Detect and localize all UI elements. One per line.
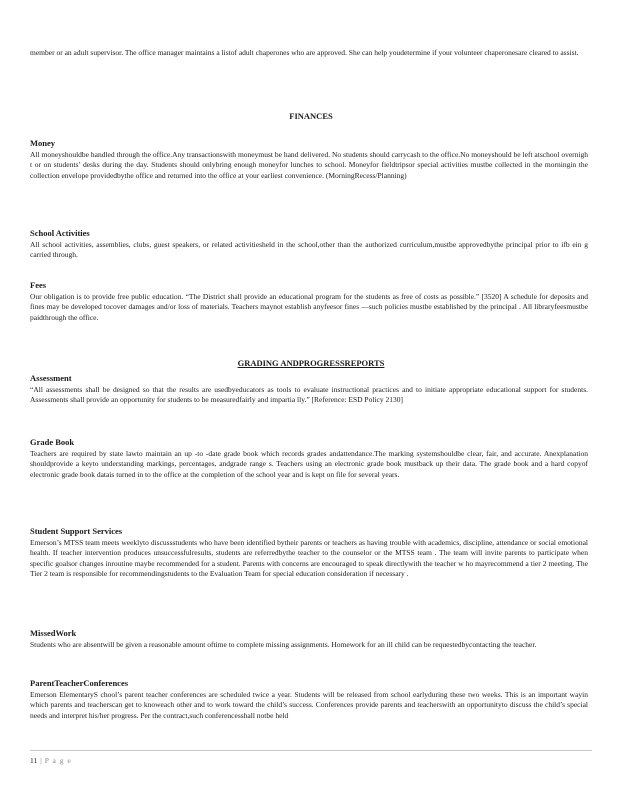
document-page — [30, 0, 592, 800]
fees-body: Our obligation is to provide free public education. “The District shall provide an educational program for the students as free of costs as possible.” [3520] A schedule for deposits and fines may be developed tocover damages and/or loss of materials. Teachers maynot establish anyfeesor fines —such policies mustbe established by the principal . All libraryfeesmustbe paidthrough the office. — [30, 292, 588, 322]
fees-heading: Fees — [30, 280, 47, 290]
missed-work-section — [30, 628, 588, 650]
school-activities-body: All school activities, assemblies, clubs, guest speakers, or related activitiesheld in the school,other than the authorized curriculum,mustbe approvedbythe principal prior to ifb ein g carried through. — [30, 240, 588, 260]
missed-work-body: Students who are absentwill be given a reasonable amount oftime to complete missing assignments. Homework for an ill child can be requestedbycontacting the teacher. — [30, 640, 537, 649]
conferences-section — [30, 678, 588, 721]
page-footer — [30, 756, 72, 765]
student-support-section — [30, 526, 588, 580]
page-number: 11 — [30, 756, 38, 765]
page-label: P a g e — [44, 756, 72, 765]
conferences-heading: ParentTeacherConferences — [30, 678, 129, 688]
grade-book-heading: Grade Book — [30, 437, 75, 447]
footer-divider — [30, 750, 592, 751]
school-activities-section — [30, 228, 588, 261]
student-support-heading: Student Support Services — [30, 526, 123, 536]
grading-title: GRADING ANDPROGRESSREPORTS — [237, 358, 385, 368]
money-section — [30, 138, 588, 181]
missed-work-heading: MissedWork — [30, 628, 77, 638]
school-activities-heading: School Activities — [30, 228, 90, 238]
fees-section — [30, 280, 588, 323]
grade-book-section — [30, 437, 588, 480]
conferences-body: Emerson ElementaryS chool’s parent teacher conferences are scheduled twice a year. Students will be released from school earlyduring these two weeks. This is an important wayin which parents and teacherscan get to knoweach other and to work toward the child’s success. Conferences provide parents and teacherswith an opportunityto discuss the child’s special needs and interpret his/her progress. Per the contract,such conferencesshall notbe held — [30, 690, 588, 720]
assessment-body: “All assessments shall be designed so that the results are usedbyeducators as tools to evaluate instructional practices and to initiate appropriate educational support for students. Assessments shall provide an opportunity for students to be measuredfairly and impartia lly.” [Reference: ESD Policy 2130] — [30, 385, 588, 405]
grade-book-body: Teachers are required by state lawto maintain an up -to -date grade book which records grades andattendance.The marking systemshouldbe clear, fair, and accurate. Anexplanation shouldprovide a keyto understanding markings, percentages, andgrade range s. Teachers using an electronic grade book mustback up their data. The grade book and a hard copyof electronic grade book datais turned in to the office at the completion of the school year and is kept on file for several years. — [30, 449, 588, 479]
footer-separator: | — [40, 756, 42, 765]
student-support-body: Emerson’s MTSS team meets weeklyto discussstudents who have been identified bytheir parents or teachers as having trouble with academics, discipline, attendance or social emotional health. If teacher intervention produces unsuccessfulresults, students are referredbythe teacher to the counselor or the MTSS team . The team will invite parents to participate when specific goalsor changes inroutine maybe recommended for a student. Parents with concerns are encouraged to speak directlywith the teacher w ho mayrecommend a tier 2 meeting. The Tier 2 team is responsible for recommendingstudents to the Evaluation Team for special education consideration if necessary . — [30, 538, 588, 579]
assessment-heading: Assessment — [30, 373, 72, 383]
money-heading: Money — [30, 138, 56, 148]
finances-title: FINANCES — [289, 111, 333, 121]
intro-paragraph: member or an adult supervisor. The office manager maintains a listof adult chaperones who are approved. She can help youdetermine if your volunteer chaperonesare cleared to assist. — [30, 48, 579, 57]
money-body: All moneyshouldbe handled through the office.Any transactionswith moneymust be hand delivered. No students should carrycash to the office.No moneyshould be left atschool overnigh t or on students’ desks during the day. Students should onlybring enough moneyfor lunches to school. Moneyfor fieldtripsor special activities mustbe collected in the morningin the collection envelope providedbythe office and returned into the office at your earliest convenience. (MorningRecess/Planning) — [30, 150, 588, 180]
assessment-section — [30, 373, 588, 406]
